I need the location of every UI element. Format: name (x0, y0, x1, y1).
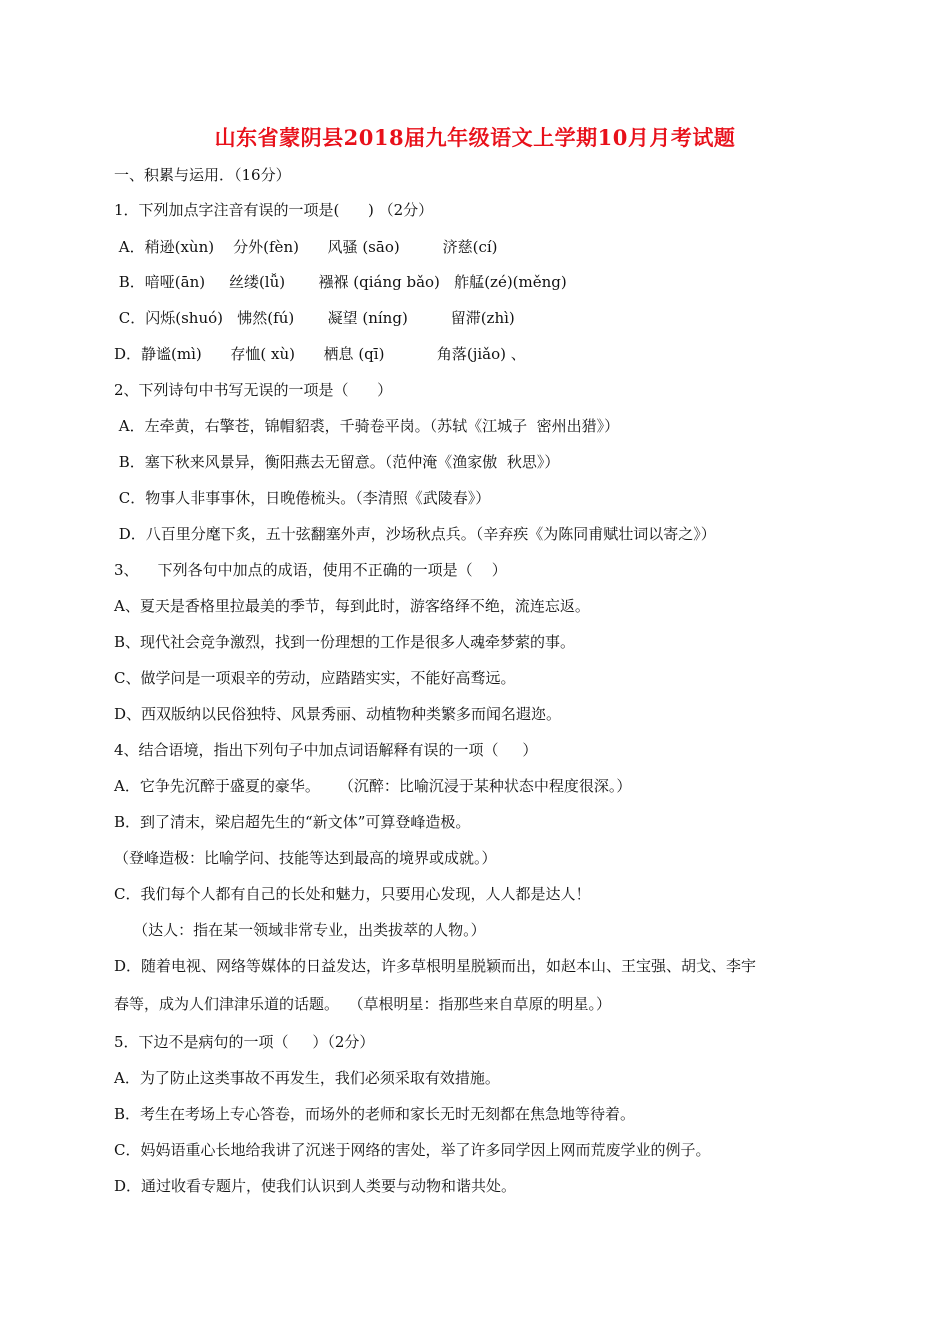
text-line: B、现代社会竞争激烈，找到一份理想的工作是很多人魂牵梦萦的事。 (114, 633, 576, 651)
text-line: 春等，成为人们津津乐道的话题。 （草根明星：指那些来自草原的明星。） (114, 995, 612, 1013)
text-line: D．通过收看专题片，使我们认识到人类要与动物和谐共处。 (114, 1177, 517, 1195)
text-line: （达人：指在某一领域非常专业，出类拔萃的人物。） (114, 921, 486, 939)
text-line: C、做学问是一项艰辛的劳动，应踏踏实实，不能好高骛远。 (114, 669, 516, 687)
text-line: C．我们每个人都有自己的长处和魅力，只要用心发现，人人都是达人！ (114, 885, 591, 903)
text-line: A．为了防止这类事故不再发生，我们必须采取有效措施。 (114, 1069, 500, 1087)
text-line: 1．下列加点字注音有误的一项是( ) （2分） (114, 201, 434, 219)
text-line: B．塞下秋来风景异，衡阳燕去无留意。（范仲淹《渔家傲 秋思》） (114, 453, 560, 471)
text-line: C．妈妈语重心长地给我讲了沉迷于网络的害处，举了许多同学因上网而荒废学业的例子。 (114, 1141, 711, 1159)
page-title: 山东省蒙阴县2018届九年级语文上学期10月月考试题 (214, 125, 736, 150)
text-line: B．到了清末，梁启超先生的“新文体”可算登峰造极。 (114, 813, 471, 831)
text-line: 4、结合语境，指出下列句子中加点词语解释有误的一项（ ） (114, 741, 538, 759)
text-line: B．喑哑(ān) 丝缕(lǚ) 襁褓 (qiáng bǎo) 舴艋(zé)(měng) (114, 273, 567, 291)
text-line: D．八百里分麾下炙，五十弦翻塞外声，沙场秋点兵。（辛弃疾《为陈同甫赋壮词以寄之》） (114, 525, 716, 543)
text-line: 一、积累与运用．（16分） (114, 166, 291, 184)
text-line: （登峰造极：比喻学问、技能等达到最高的境界或成就。） (114, 849, 497, 867)
text-line: A．稍逊(xùn) 分外(fèn) 风骚 (sāo) 济慈(cí) (114, 238, 498, 256)
text-line: A、夏天是香格里拉最美的季节，每到此时，游客络绎不绝，流连忘返。 (114, 597, 590, 615)
text-line: D．随着电视、网络等媒体的日益发达，许多草根明星脱颖而出，如赵本山、王宝强、胡戈、李宇 (114, 957, 757, 975)
text-line: B．考生在考场上专心答卷，而场外的老师和家长无时无刻都在焦急地等待着。 (114, 1105, 636, 1123)
text-line: C．物事人非事事休，日晚倦梳头。（李清照《武陵春》） (114, 489, 491, 507)
text-line: 3、 下列各句中加点的成语，使用不正确的一项是（ ） (114, 561, 507, 579)
text-line: D．静谧(mì) 存恤( xù) 栖息 (qī) 角落(jiǎo) 、 (114, 345, 526, 363)
text-line: D、西双版纳以民俗独特、风景秀丽、动植物种类繁多而闻名遐迩。 (114, 705, 562, 723)
text-line: A．它争先沉醉于盛夏的豪华。 （沉醉：比喻沉浸于某种状态中程度很深。） (114, 777, 632, 795)
text-line: 5．下边不是病句的一项（ ）（2分） (114, 1033, 375, 1051)
text-line: A．左牵黄，右擎苍，锦帽貂裘，千骑卷平岗。（苏轼《江城子 密州出猎》） (114, 417, 620, 435)
text-line: C．闪烁(shuó) 怫然(fú) 凝望 (níng) 留滞(zhì) (114, 309, 515, 327)
text-line: 2、下列诗句中书写无误的一项是（ ） (114, 381, 393, 399)
